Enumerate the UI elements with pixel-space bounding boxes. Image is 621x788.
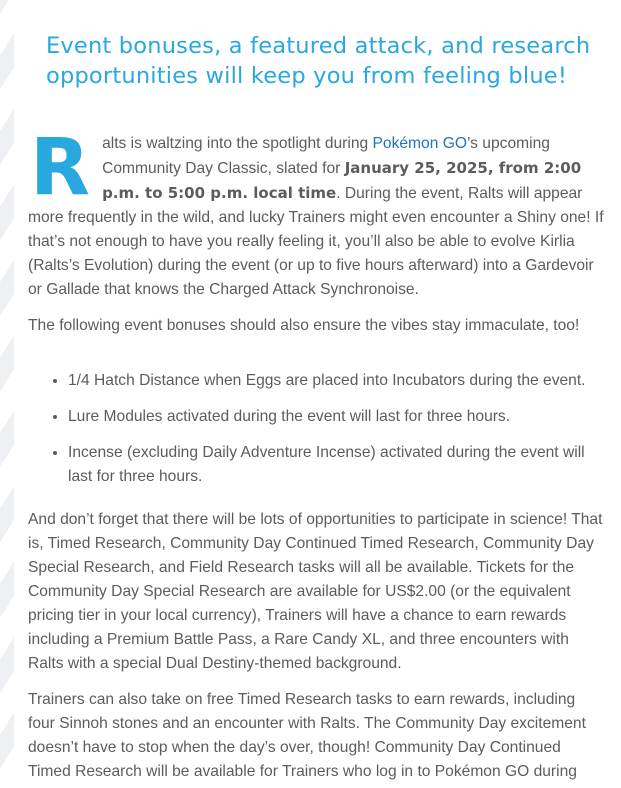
bonus-list-item: • 1/4 Hatch Distance when Eggs are placed into Incubators during the event. xyxy=(68,369,606,393)
drop-cap-letter: R xyxy=(30,123,91,213)
intro-text-start: alts is waltzing into the spotlight during xyxy=(102,135,373,152)
research-paragraph: And don’t forget that there will be lots of opportunities to participate in science! That is, Timed Research, Community Day Continued Timed Research, Community Day Special Research, and Field Research tasks will all be available. Tickets for the Community Day Special Research are available for US$2.00 (or the equivalent pricing tier in your local currency), Trainers will have a chance to earn rewards including a Premium Battle Pass, a Rare Candy XL, and three encounters with Ralts with a special Dual Destiny-themed background. xyxy=(28,511,603,672)
bonus-list-item: • Incense (excluding Daily Adventure Incense) activated during the event will last for three hours. xyxy=(68,441,606,489)
event-bonus-list xyxy=(28,369,606,489)
intro-paragraph xyxy=(28,123,606,302)
free-research-paragraph: Trainers can also take on free Timed Research tasks to earn rewards, including four Sinnoh stones and an encounter with Ralts. The Community Day excitement doesn’t have to stop when the day’s over, though! Community Day Continued Timed Research will be available for Trainers who log in to Pokémon GO during xyxy=(28,691,586,780)
intro-text-end: . During the event, Ralts will appear more frequently in the wild, and lucky Trainers might even encounter a Shiny one! If that’s not enough to have you really feeling it, you’ll also be able to evolve Kirlia (Ralts’s Evolution) during the event (or up to five hours afterward) into a Gardevoir or Gallade that knows the Charged Attack Synchronoise. xyxy=(28,185,604,298)
event-date-time: January 25, 2025, from 2:00 p.m. to 5:00 p.m. local time xyxy=(102,159,582,202)
pokemon-go-link[interactable]: Pokémon GO xyxy=(372,135,467,152)
bonus-intro-paragraph: The following event bonuses should also ensure the vibes stay immaculate, too! xyxy=(28,317,580,334)
intro-text-middle: ’s upcoming Community Day Classic, slated for xyxy=(102,135,550,177)
decorative-stripe-border xyxy=(0,0,14,788)
article-body xyxy=(28,123,606,788)
article-headline: Event bonuses, a featured attack, and research opportunities will keep you from feeling blue! xyxy=(46,33,591,89)
bonus-list-item: • Lure Modules activated during the event will last for three hours. xyxy=(68,405,606,429)
